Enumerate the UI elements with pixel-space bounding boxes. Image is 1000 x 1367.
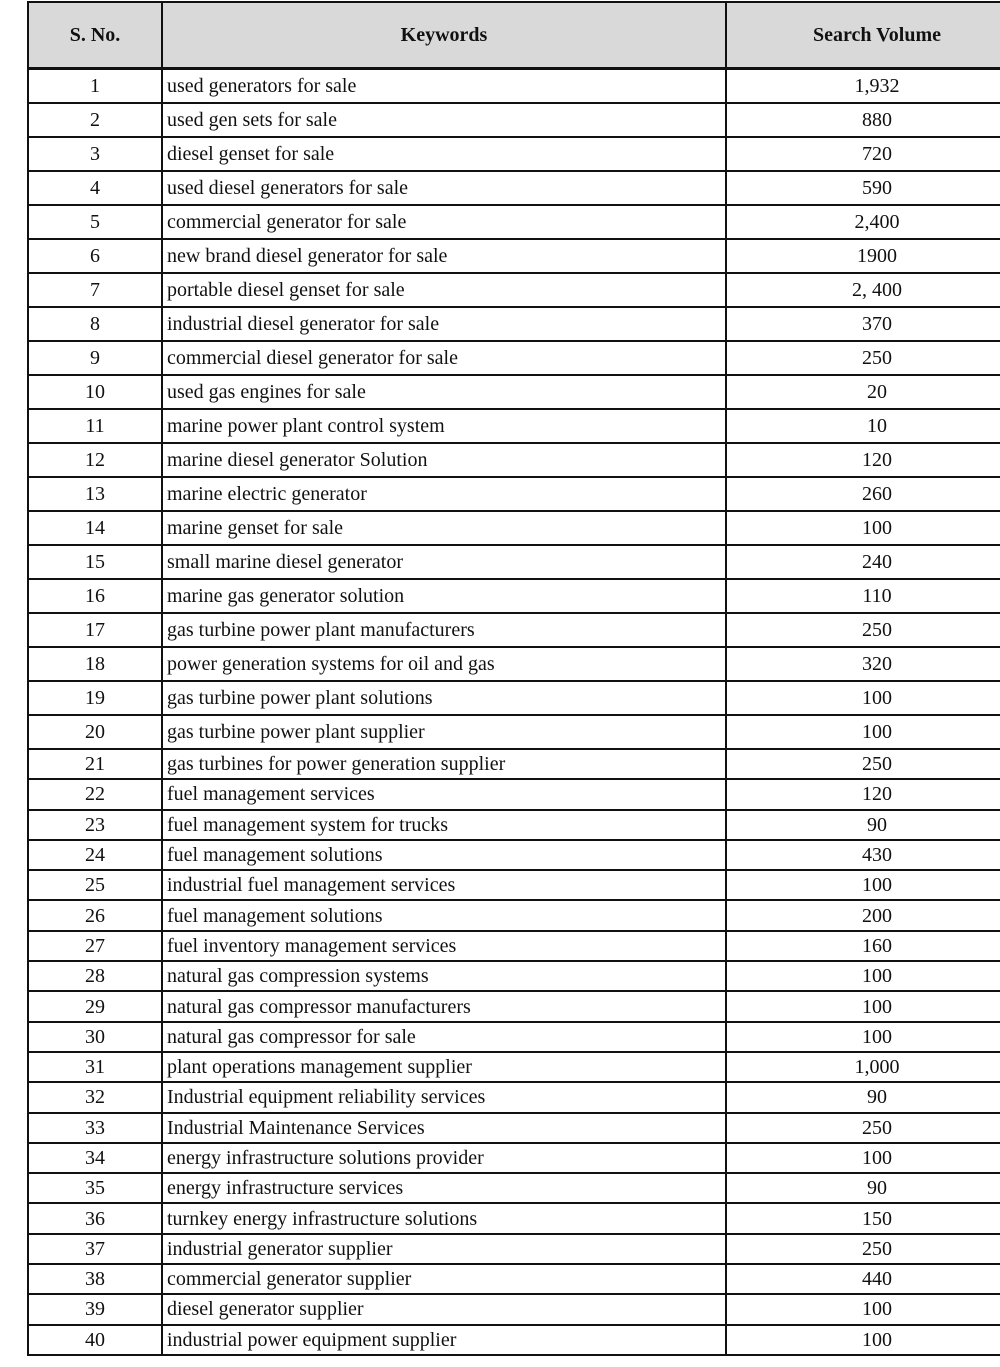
row-search-volume: 250: [726, 1234, 1000, 1264]
table-row: [28, 171, 1000, 205]
row-search-volume: 260: [726, 477, 1000, 511]
row-keyword: turnkey energy infrastructure solutions: [162, 1203, 726, 1233]
row-sno: 36: [28, 1203, 162, 1233]
table-row: [28, 715, 1000, 749]
row-search-volume: 100: [726, 961, 1000, 991]
row-keyword: fuel inventory management services: [162, 931, 726, 961]
row-search-volume: 20: [726, 375, 1000, 409]
table-row: [28, 961, 1000, 991]
row-sno: 5: [28, 205, 162, 239]
keywords-table: [27, 1, 1000, 1356]
row-keyword: commercial diesel generator for sale: [162, 341, 726, 375]
row-sno: 28: [28, 961, 162, 991]
row-sno: 10: [28, 375, 162, 409]
row-keyword: gas turbines for power generation supplier: [162, 749, 726, 779]
table-row: [28, 477, 1000, 511]
row-search-volume: 10: [726, 409, 1000, 443]
row-sno: 16: [28, 579, 162, 613]
row-sno: 2: [28, 103, 162, 137]
row-sno: 37: [28, 1234, 162, 1264]
row-sno: 12: [28, 443, 162, 477]
table-row: [28, 103, 1000, 137]
row-sno: 8: [28, 307, 162, 341]
row-keyword: industrial fuel management services: [162, 870, 726, 900]
row-keyword: fuel management solutions: [162, 840, 726, 870]
table-row: [28, 1203, 1000, 1233]
row-sno: 15: [28, 545, 162, 579]
row-sno: 4: [28, 171, 162, 205]
table-row: [28, 647, 1000, 681]
table-row: [28, 1173, 1000, 1203]
row-keyword: commercial generator supplier: [162, 1264, 726, 1294]
row-search-volume: 250: [726, 341, 1000, 375]
table-row: [28, 840, 1000, 870]
row-keyword: Industrial equipment reliability services: [162, 1082, 726, 1112]
row-keyword: used gas engines for sale: [162, 375, 726, 409]
table-row: [28, 1082, 1000, 1112]
row-search-volume: 100: [726, 1022, 1000, 1052]
row-sno: 17: [28, 613, 162, 647]
row-search-volume: 2, 400: [726, 273, 1000, 307]
row-search-volume: 1900: [726, 239, 1000, 273]
table-row: [28, 239, 1000, 273]
row-keyword: marine gas generator solution: [162, 579, 726, 613]
row-keyword: gas turbine power plant solutions: [162, 681, 726, 715]
row-keyword: energy infrastructure services: [162, 1173, 726, 1203]
table-row: [28, 69, 1000, 104]
table-row: [28, 137, 1000, 171]
row-sno: 1: [28, 69, 162, 104]
row-sno: 6: [28, 239, 162, 273]
table-row: [28, 205, 1000, 239]
row-search-volume: 100: [726, 1294, 1000, 1324]
row-sno: 21: [28, 749, 162, 779]
table-row: [28, 1113, 1000, 1143]
row-keyword: used generators for sale: [162, 69, 726, 104]
row-search-volume: 590: [726, 171, 1000, 205]
row-search-volume: 100: [726, 715, 1000, 749]
table-row: [28, 1052, 1000, 1082]
table-row: [28, 810, 1000, 840]
row-keyword: used gen sets for sale: [162, 103, 726, 137]
table-row: [28, 1294, 1000, 1324]
row-sno: 35: [28, 1173, 162, 1203]
row-search-volume: 320: [726, 647, 1000, 681]
row-sno: 9: [28, 341, 162, 375]
row-sno: 18: [28, 647, 162, 681]
row-search-volume: 880: [726, 103, 1000, 137]
row-keyword: diesel generator supplier: [162, 1294, 726, 1324]
row-sno: 25: [28, 870, 162, 900]
row-search-volume: 120: [726, 779, 1000, 809]
row-sno: 31: [28, 1052, 162, 1082]
row-keyword: marine diesel generator Solution: [162, 443, 726, 477]
row-sno: 32: [28, 1082, 162, 1112]
table-row: [28, 1022, 1000, 1052]
row-keyword: natural gas compressor manufacturers: [162, 991, 726, 1021]
row-sno: 24: [28, 840, 162, 870]
row-keyword: natural gas compressor for sale: [162, 1022, 726, 1052]
row-sno: 19: [28, 681, 162, 715]
row-keyword: energy infrastructure solutions provider: [162, 1143, 726, 1173]
table-row: [28, 613, 1000, 647]
table-row: [28, 1234, 1000, 1264]
row-search-volume: 160: [726, 931, 1000, 961]
row-sno: 30: [28, 1022, 162, 1052]
table-row: [28, 681, 1000, 715]
header-search-volume: Search Volume: [726, 2, 1000, 69]
row-keyword: industrial generator supplier: [162, 1234, 726, 1264]
row-keyword: small marine diesel generator: [162, 545, 726, 579]
row-sno: 34: [28, 1143, 162, 1173]
row-search-volume: 250: [726, 1113, 1000, 1143]
row-search-volume: 150: [726, 1203, 1000, 1233]
row-sno: 11: [28, 409, 162, 443]
table-body: [28, 69, 1000, 1355]
row-keyword: industrial power equipment supplier: [162, 1325, 726, 1355]
row-sno: 39: [28, 1294, 162, 1324]
row-search-volume: 120: [726, 443, 1000, 477]
row-search-volume: 370: [726, 307, 1000, 341]
row-keyword: natural gas compression systems: [162, 961, 726, 991]
row-sno: 22: [28, 779, 162, 809]
row-sno: 40: [28, 1325, 162, 1355]
row-search-volume: 90: [726, 810, 1000, 840]
row-keyword: power generation systems for oil and gas: [162, 647, 726, 681]
row-keyword: gas turbine power plant supplier: [162, 715, 726, 749]
row-search-volume: 240: [726, 545, 1000, 579]
table-row: [28, 409, 1000, 443]
table-row: [28, 870, 1000, 900]
row-search-volume: 1,000: [726, 1052, 1000, 1082]
row-sno: 26: [28, 900, 162, 930]
row-sno: 3: [28, 137, 162, 171]
table-row: [28, 991, 1000, 1021]
row-keyword: fuel management system for trucks: [162, 810, 726, 840]
row-keyword: Industrial Maintenance Services: [162, 1113, 726, 1143]
row-keyword: gas turbine power plant manufacturers: [162, 613, 726, 647]
row-sno: 14: [28, 511, 162, 545]
table-row: [28, 273, 1000, 307]
row-keyword: commercial generator for sale: [162, 205, 726, 239]
row-sno: 27: [28, 931, 162, 961]
row-keyword: marine power plant control system: [162, 409, 726, 443]
row-keyword: marine genset for sale: [162, 511, 726, 545]
row-sno: 33: [28, 1113, 162, 1143]
row-search-volume: 100: [726, 681, 1000, 715]
row-keyword: industrial diesel generator for sale: [162, 307, 726, 341]
table-row: [28, 1325, 1000, 1355]
row-search-volume: 440: [726, 1264, 1000, 1294]
table-row: [28, 1143, 1000, 1173]
table-row: [28, 779, 1000, 809]
table-header: [28, 2, 1000, 69]
row-sno: 7: [28, 273, 162, 307]
table-row: [28, 931, 1000, 961]
row-search-volume: 110: [726, 579, 1000, 613]
table-row: [28, 749, 1000, 779]
row-sno: 20: [28, 715, 162, 749]
row-keyword: fuel management solutions: [162, 900, 726, 930]
header-sno: S. No.: [28, 2, 162, 69]
row-sno: 23: [28, 810, 162, 840]
row-search-volume: 100: [726, 1143, 1000, 1173]
header-row: [28, 2, 1000, 69]
table-row: [28, 443, 1000, 477]
row-keyword: diesel genset for sale: [162, 137, 726, 171]
row-search-volume: 430: [726, 840, 1000, 870]
row-keyword: fuel management services: [162, 779, 726, 809]
row-keyword: plant operations management supplier: [162, 1052, 726, 1082]
table-row: [28, 375, 1000, 409]
row-sno: 13: [28, 477, 162, 511]
table-row: [28, 900, 1000, 930]
row-search-volume: 100: [726, 870, 1000, 900]
row-keyword: used diesel generators for sale: [162, 171, 726, 205]
row-search-volume: 90: [726, 1173, 1000, 1203]
table-row: [28, 1264, 1000, 1294]
row-search-volume: 250: [726, 749, 1000, 779]
table-row: [28, 341, 1000, 375]
table-row: [28, 579, 1000, 613]
row-search-volume: 90: [726, 1082, 1000, 1112]
row-search-volume: 2,400: [726, 205, 1000, 239]
row-search-volume: 720: [726, 137, 1000, 171]
row-search-volume: 100: [726, 991, 1000, 1021]
table-row: [28, 307, 1000, 341]
row-search-volume: 100: [726, 511, 1000, 545]
header-keywords: Keywords: [162, 2, 726, 69]
row-search-volume: 1,932: [726, 69, 1000, 104]
table-row: [28, 545, 1000, 579]
row-keyword: portable diesel genset for sale: [162, 273, 726, 307]
row-sno: 29: [28, 991, 162, 1021]
row-search-volume: 100: [726, 1325, 1000, 1355]
row-keyword: marine electric generator: [162, 477, 726, 511]
table-row: [28, 511, 1000, 545]
row-search-volume: 250: [726, 613, 1000, 647]
row-search-volume: 200: [726, 900, 1000, 930]
row-sno: 38: [28, 1264, 162, 1294]
row-keyword: new brand diesel generator for sale: [162, 239, 726, 273]
